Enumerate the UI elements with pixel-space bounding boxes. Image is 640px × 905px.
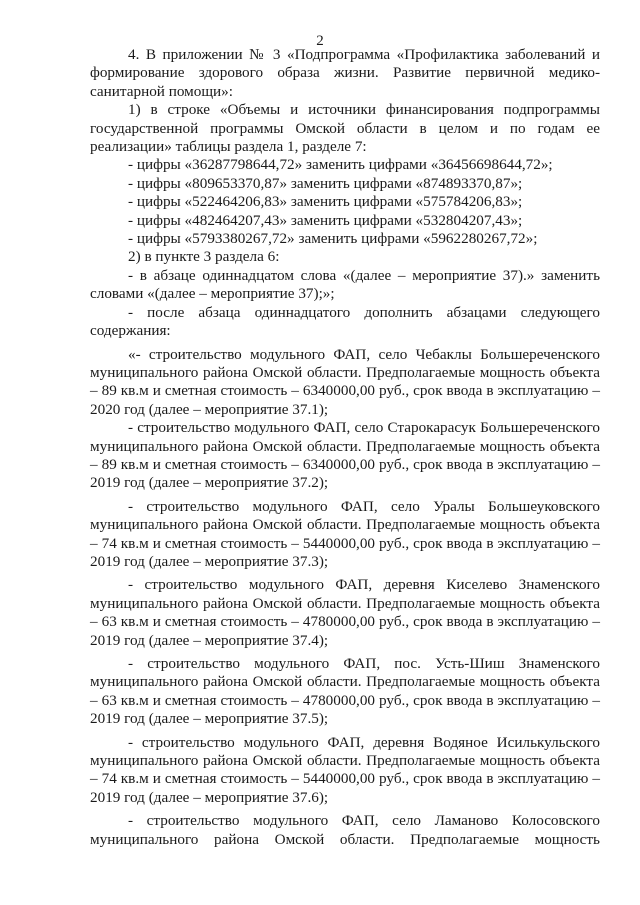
document-body: [90, 46, 600, 849]
paragraph-measure-37-7: - строительство модульного ФАП, село Ламаново Колосовского муниципального района Омской области. Предполагаемые мощность: [90, 812, 600, 848]
paragraph-replace-4: - цифры «482464207,43» заменить цифрами «532804207,43»;: [128, 211, 523, 229]
paragraph-add-abzats: - после абзаца одиннадцатого дополнить абзацами следующего содержания:: [90, 303, 600, 340]
paragraph-replace-3: - цифры «522464206,83» заменить цифрами «575784206,83»;: [128, 193, 523, 211]
paragraph-measure-37-6: - строительство модульного ФАП, деревня Водяное Исилькульского муниципального района Омской области. Предполагаемые мощность объекта – 74 кв.м и сметная стоимость – 5440000,00 руб., срок ввода в эксплуатацию – 2019 год (далее – мероприятие 37.6);: [90, 733, 600, 806]
paragraph-item-4: 4. В приложении № 3 «Подпрограмма «Профилактика заболеваний и формирование здорового образа жизни. Развитие первичной медико-санитарной помощи»:: [90, 46, 600, 100]
paragraph-measure-37-2: - строительство модульного ФАП, село Старокарасук Большереченского муниципального района Омской области. Предполагаемые мощность объекта – 89 кв.м и сметная стоимость – 6340000,00 руб., срок ввода в эксплуатацию – 2019 год (далее – мероприятие 37.2);: [90, 419, 600, 492]
paragraph-replace-1: - цифры «36287798644,72» заменить цифрами «36456698644,72»;: [128, 156, 553, 174]
paragraph-measure-37-5: - строительство модульного ФАП, пос. Усть-Шиш Знаменского муниципального района Омской области. Предполагаемые мощность объекта – 63 кв.м и сметная стоимость – 4780000,00 руб., срок ввода в эксплуатацию – 2019 год (далее – мероприятие 37.5);: [90, 655, 600, 728]
paragraph-replace-5: - цифры «5793380267,72» заменить цифрами «5962280267,72»;: [128, 230, 538, 248]
paragraph-subitem-1: 1) в строке «Объемы и источники финансирования подпрограммы государственной программы Омской области в целом и по годам ее реализации» таблицы раздела 1, разделе 7:: [90, 101, 600, 156]
paragraph-subitem-2: 2) в пункте 3 раздела 6:: [128, 248, 280, 266]
paragraph-abzats-11: - в абзаце одиннадцатом слова «(далее – мероприятие 37).» заменить словами «(далее – мероприятие 37);»;: [90, 266, 600, 303]
paragraph-measure-37-4: - строительство модульного ФАП, деревня Киселево Знаменского муниципального района Омской области. Предполагаемые мощность объекта – 63 кв.м и сметная стоимость – 4780000,00 руб., срок ввода в эксплуатацию – 2019 год (далее – мероприятие 37.4);: [90, 576, 600, 649]
page-number: 2: [316, 33, 324, 49]
paragraph-measure-37-1: «- строительство модульного ФАП, село Чебаклы Большереченского муниципального района Омской области. Предполагаемые мощность объекта – 89 кв.м и сметная стоимость – 6340000,00 руб., срок ввода в эксплуатацию – 2020 год (далее – мероприятие 37.1);: [90, 345, 600, 418]
paragraph-measure-37-3: - строительство модульного ФАП, село Уралы Большеуковского муниципального района Омской области. Предполагаемые мощность объекта – 74 кв.м и сметная стоимость – 5440000,00 руб., срок ввода в эксплуатацию – 2019 год (далее – мероприятие 37.3);: [90, 497, 600, 570]
paragraph-replace-2: - цифры «809653370,87» заменить цифрами «874893370,87»;: [128, 174, 523, 192]
